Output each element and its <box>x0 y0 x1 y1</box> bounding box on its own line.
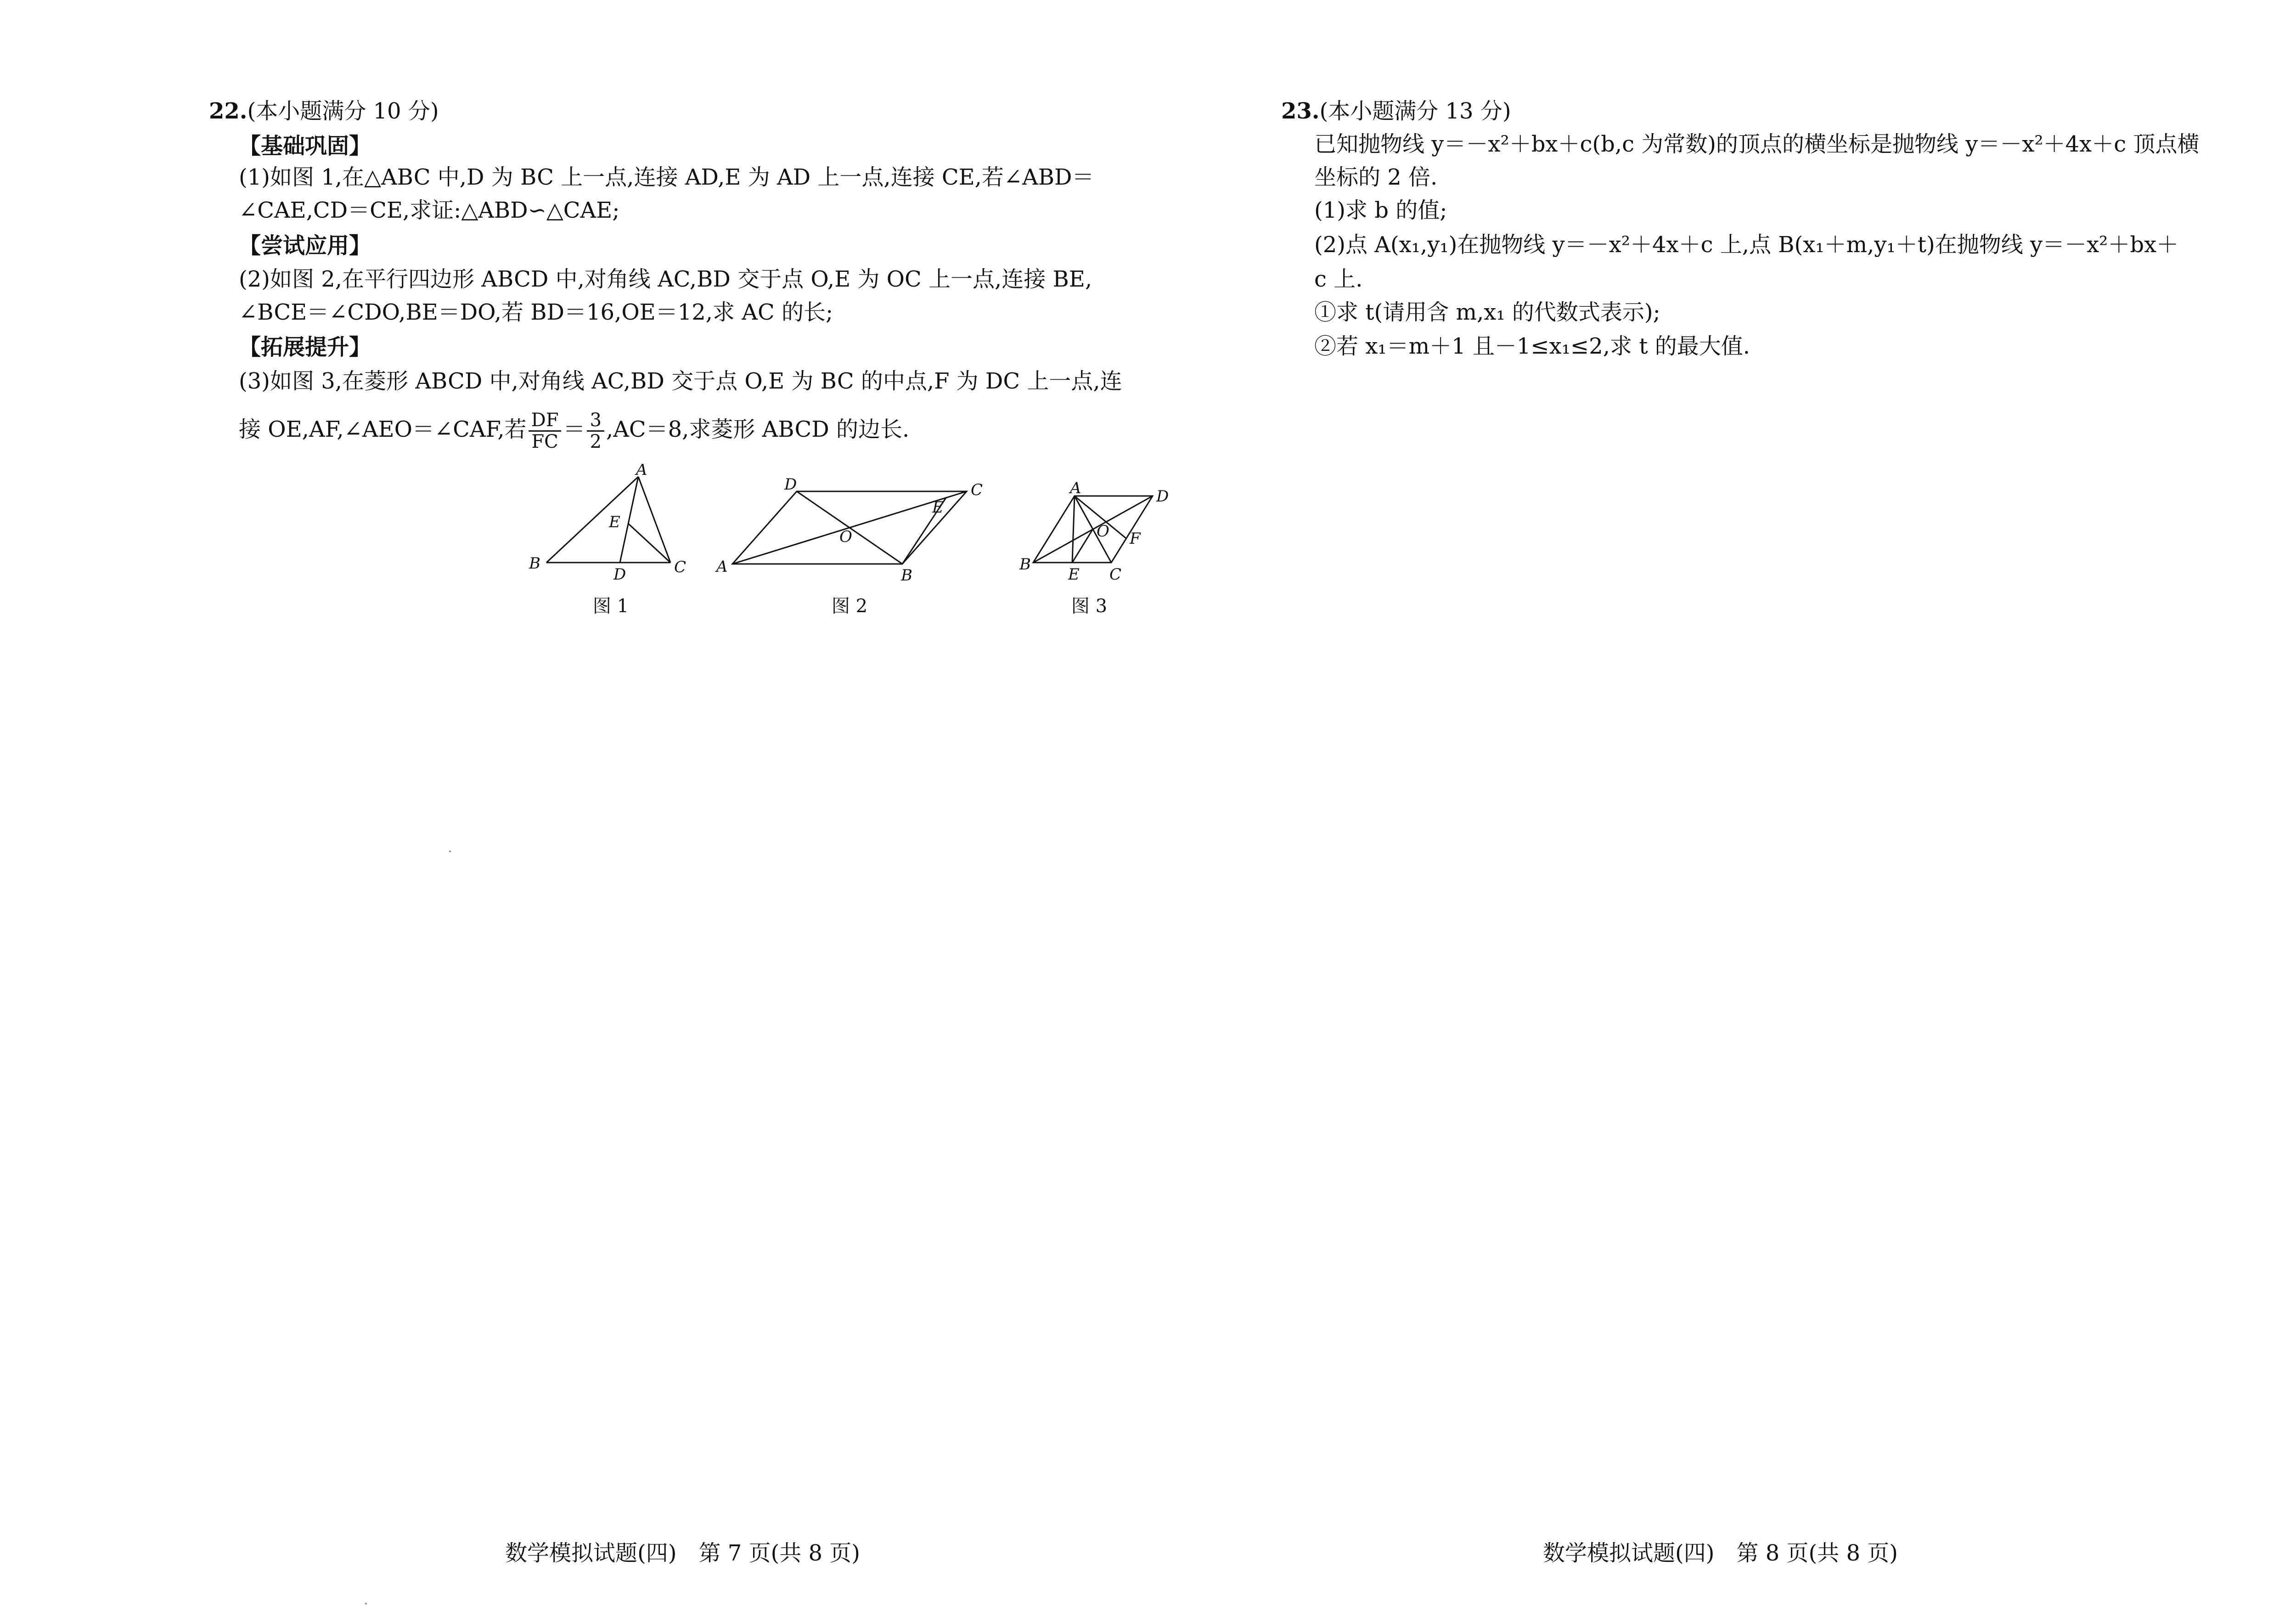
q22-header-line <box>209 97 439 125</box>
fraction-denominator: FC <box>531 431 558 452</box>
q23-line6: ①求 t(请用含 m,x₁ 的代数式表示); <box>1314 299 1660 325</box>
page-footer-right: 数学模拟试题(四) 第 8 页(共 8 页) <box>1543 1540 1898 1566</box>
segment-ab <box>546 477 638 563</box>
fraction-three-halves <box>587 410 604 452</box>
q22-number: 22. <box>209 98 248 124</box>
fraction-numerator: 3 <box>587 410 604 432</box>
q23-line3: (1)求 b 的值; <box>1314 197 1447 223</box>
q22-section-extend: 【拓展提升】 <box>239 334 371 360</box>
q22-part3-text-b: ,AC＝8,求菱形 ABCD 的边长. <box>606 417 910 442</box>
figure-1 <box>523 464 698 588</box>
label-d: D <box>613 565 626 584</box>
figure-2 <box>712 478 996 588</box>
q22-part3-line1: (3)如图 3,在菱形 ABCD 中,对角线 AC,BD 交于点 O,E 为 BC 的中点,F 为 DC 上一点,连 <box>239 368 1122 394</box>
label-d: D <box>1156 487 1169 506</box>
label-b: B <box>1019 555 1031 574</box>
q23-line2: 坐标的 2 倍. <box>1314 164 1438 190</box>
q22-part3-line2 <box>239 404 909 455</box>
label-a: A <box>716 558 728 576</box>
q22-part3-text-a: 接 OE,AF,∠AEO＝∠CAF,若 <box>239 417 527 442</box>
page-footer-left: 数学模拟试题(四) 第 7 页(共 8 页) <box>505 1540 861 1566</box>
figure-3 <box>1001 478 1176 588</box>
figure-1-diagram <box>523 464 698 588</box>
q23-line5: c 上. <box>1314 266 1363 292</box>
q22-part2-line1: (2)如图 2,在平行四边形 ABCD 中,对角线 AC,BD 交于点 O,E 为 OC 上一点,连接 BE, <box>239 266 1092 292</box>
figure-2-caption: 图 2 <box>831 596 868 617</box>
segment-ac <box>638 477 670 563</box>
fraction-numerator: DF <box>529 410 562 432</box>
q23-line4: (2)点 A(x₁,y₁)在抛物线 y＝－x²＋4x＋c 上,点 B(x₁＋m,y₁＋t)在抛物线 y＝－x²＋bx＋ <box>1314 232 2179 258</box>
figure-2-diagram <box>712 478 996 588</box>
label-b: B <box>901 566 912 585</box>
segment-ec <box>628 524 670 563</box>
segment-ad <box>620 477 638 563</box>
label-c: C <box>1109 565 1122 584</box>
scan-speck <box>365 1603 367 1605</box>
segment-ae <box>1072 496 1075 563</box>
label-c: C <box>674 558 687 576</box>
label-b: B <box>529 554 540 573</box>
q22-score: (本小题满分 10 分) <box>247 98 439 124</box>
figure-3-caption: 图 3 <box>1071 596 1108 617</box>
q23-score: (本小题满分 13 分) <box>1319 98 1511 124</box>
q23-number: 23. <box>1281 98 1320 124</box>
q23-line7: ②若 x₁＝m＋1 且－1≤x₁≤2,求 t 的最大值. <box>1314 333 1750 359</box>
label-e: E <box>609 513 620 531</box>
q22-part1-line2: ∠CAE,CD＝CE,求证:△ABD∽△CAE; <box>239 197 620 223</box>
right-page <box>1171 0 2296 1611</box>
label-o: O <box>839 528 852 546</box>
figure-3-diagram <box>1001 478 1176 588</box>
q22-section-try: 【尝试应用】 <box>239 233 371 259</box>
q23-line1: 已知抛物线 y＝－x²＋bx＋c(b,c 为常数)的顶点的横坐标是抛物线 y＝－x²＋4x＋c 顶点横 <box>1314 131 2200 157</box>
q22-part1-line1: (1)如图 1,在△ABC 中,D 为 BC 上一点,连接 AD,E 为 AD 上一点,连接 CE,若∠ABD＝ <box>239 164 1094 190</box>
label-c: C <box>971 481 983 499</box>
q22-section-basic: 【基础巩固】 <box>239 133 371 159</box>
label-d: D <box>784 478 797 494</box>
equals-sign: ＝ <box>563 417 585 442</box>
label-f: F <box>1130 529 1141 548</box>
q22-part2-line2: ∠BCE＝∠CDO,BE＝DO,若 BD＝16,OE＝12,求 AC 的长; <box>239 299 833 325</box>
label-e: E <box>1068 565 1080 584</box>
segment-eo <box>1072 529 1093 563</box>
label-o: O <box>1097 522 1109 541</box>
label-e: E <box>932 498 944 517</box>
fraction-denominator: 2 <box>590 431 602 452</box>
figure-1-caption: 图 1 <box>592 596 629 617</box>
q23-header-line <box>1281 97 1511 125</box>
fraction-df-fc <box>529 410 562 452</box>
label-a: A <box>636 464 647 479</box>
scan-speck <box>449 851 451 852</box>
label-a: A <box>1070 479 1081 497</box>
